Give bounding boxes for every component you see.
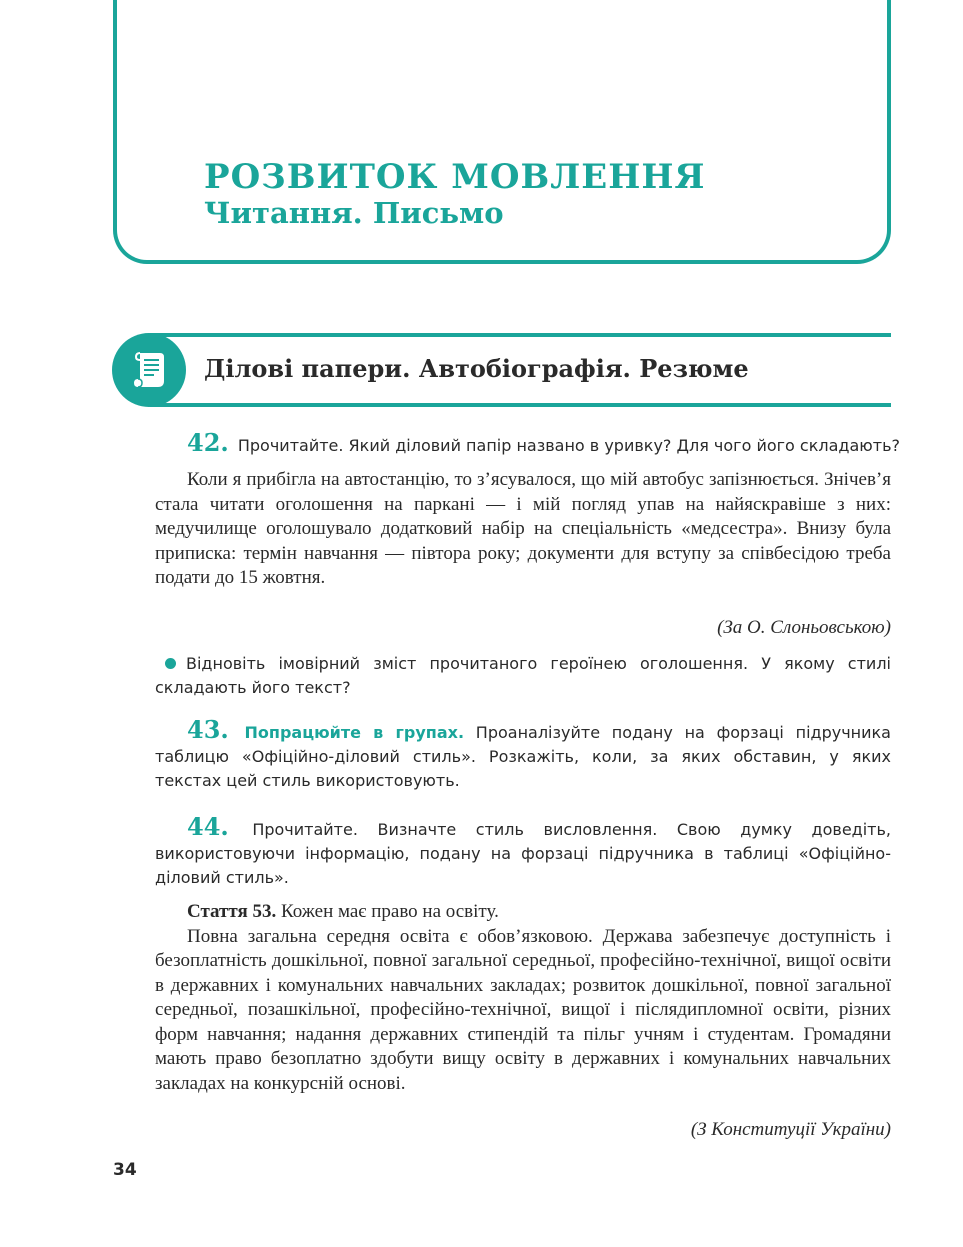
section-rule-bottom [150, 403, 891, 407]
chapter-subtitle: Читання. Письмо [204, 196, 504, 230]
article-first-line: Кожен має право на освіту. [281, 901, 499, 922]
page-number: 34 [113, 1160, 137, 1180]
task-number: 42. [187, 428, 229, 457]
task-number: 43. [187, 715, 229, 744]
reading-passage: Коли я прибігла на автостанцію, то з’ясувалося, що мій автобус запізнюється. Знічев’я стала читати оголошення на паркані — і мій погляд упав на найяскравіше з них: медучилище оголошувало додатковий набір на спеціальність «медсестра». Внизу була приписка: термін навчання — півтора року; документи для вступу за співбесідою треба подати до 15 жовтня. [155, 469, 891, 588]
group-work-label: Попрацюйте в групах. [244, 723, 465, 742]
task-number: 44. [187, 812, 229, 841]
task-44 [155, 812, 892, 890]
bullet-question [155, 652, 891, 700]
constitution-article [155, 900, 891, 1096]
task-43 [155, 715, 891, 793]
article-body: Повна загальна середня освіта є обов’язковою. Держава забезпечує доступність і безоплатність дошкільної, повної загальної середньої, професійно-технічної, вищої освіти в державних і комунальних навчальних закладах; розвиток дошкільної, повної загальної середньої, позашкільної, професійно-технічної, вищої і післядипломної освіти, різних форм навчання; надання державних стипендій та пільг учням і студентам. Громадяни мають право безоплатно здобути вищу освіту в державних і комунальних навчальних закладах на конкурсній основі. [155, 925, 891, 1094]
task-instruction: Проаналізуйте подану на форзаці підручника таблицю «Офіційно-діловий стиль». Розкажіть, коли, за яких обставин, у яких текстах цей стиль використовують. [155, 723, 891, 790]
chapter-title: РОЗВИТОК МОВЛЕННЯ [204, 157, 706, 197]
task-instruction: Прочитайте. Визначте стиль висловлення. Свою думку доведіть, використовуючи інформацію, подану на форзаці підручника в таблиці «Офіційно-діловий стиль». [155, 820, 892, 887]
task-instruction: Прочитайте. Який діловий папір названо в уривку? Для чого його складають? [237, 436, 900, 455]
bullet-text: Відновіть імовірний зміст прочитаного героїнею оголошення. У якому стилі складають його текст? [155, 654, 891, 697]
section-icon-badge [112, 333, 186, 407]
passage-source: (За О. Слоньовською) [717, 617, 891, 638]
section-rule-top [150, 333, 891, 337]
section-title: Ділові папери. Автобіографія. Резюме [204, 354, 749, 383]
bullet-icon [165, 658, 176, 669]
task-42-heading [187, 428, 900, 458]
article-heading: Стаття 53. [187, 901, 277, 922]
scroll-document-icon [132, 349, 168, 391]
article-source: (З Конституції України) [690, 1119, 891, 1140]
